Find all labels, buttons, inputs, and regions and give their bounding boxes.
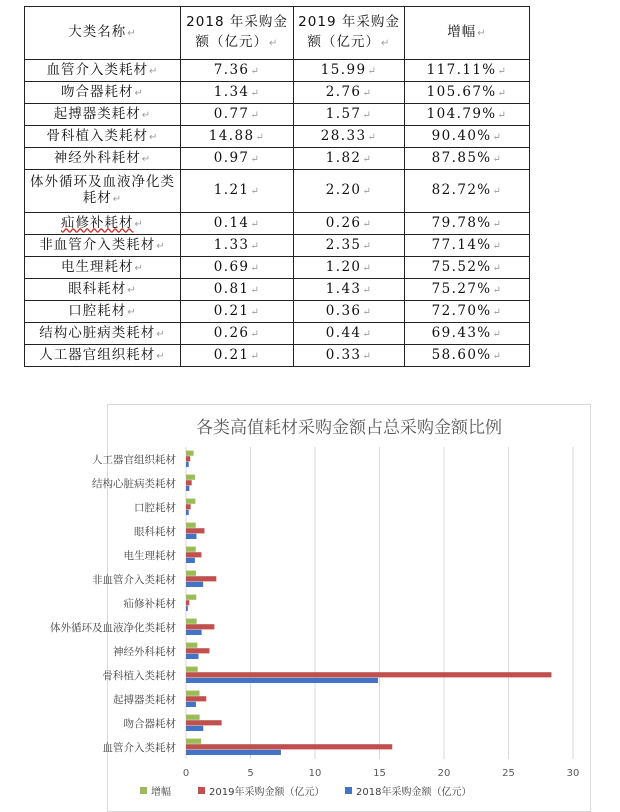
cell-amount-2019: 1.82↵ [294, 148, 405, 170]
category-label: 非血管介入类耗材 [92, 574, 176, 586]
table-row [25, 60, 530, 82]
cell-growth: 77.14%↵ [405, 235, 530, 257]
cell-category: 体外循环及血液净化类耗材↵ [25, 170, 181, 213]
bar-series-1 [186, 480, 192, 485]
cell-growth: 90.40%↵ [405, 126, 530, 148]
cell-growth: 58.60%↵ [405, 345, 530, 367]
cell-growth: 72.70%↵ [405, 301, 530, 323]
table-row [25, 323, 530, 345]
cell-amount-2018: 0.14↵ [181, 213, 294, 235]
chart-frame [50, 404, 591, 812]
category-label: 起搏器类耗材 [113, 694, 176, 706]
bar-series-2 [186, 547, 196, 552]
bar-series-1 [186, 744, 392, 749]
table-row [25, 345, 530, 367]
category-label: 神经外科耗材 [113, 646, 176, 658]
header-category: 大类名称↵ [25, 7, 181, 60]
table-row [25, 104, 530, 126]
cell-amount-2018: 14.88↵ [181, 126, 294, 148]
cell-growth: 75.27%↵ [405, 279, 530, 301]
x-tick-label: 10 [308, 768, 322, 779]
cell-category: 人工器官组织耗材↵ [25, 345, 181, 367]
cell-amount-2019: 1.57↵ [294, 104, 405, 126]
cell-amount-2019: 0.33↵ [294, 345, 405, 367]
bar-series-0 [186, 750, 281, 755]
bar-series-1 [186, 624, 214, 629]
cell-amount-2019: 28.33↵ [294, 126, 405, 148]
table-row [25, 82, 530, 104]
bar-series-0 [186, 486, 189, 491]
table-row [25, 148, 530, 170]
cell-growth: 87.85%↵ [405, 148, 530, 170]
category-label: 骨科植入类耗材 [102, 670, 176, 682]
cell-amount-2019: 1.20↵ [294, 257, 405, 279]
cell-amount-2018: 1.21↵ [181, 170, 294, 213]
bar-series-1 [186, 648, 209, 653]
bar-series-2 [186, 523, 196, 528]
table-row [25, 279, 530, 301]
procurement-table [24, 6, 530, 367]
legend-swatch [198, 787, 205, 794]
table-row [25, 257, 530, 279]
bar-series-1 [186, 552, 201, 557]
x-tick-label: 5 [247, 768, 254, 779]
cell-category: 起搏器类耗材↵ [25, 104, 181, 126]
legend-label: 增幅 [151, 787, 171, 798]
legend-label: 2018年采购金额（亿元） [356, 787, 472, 798]
cell-amount-2019: 15.99↵ [294, 60, 405, 82]
bar-series-0 [186, 510, 189, 515]
x-tick-label: 30 [566, 768, 580, 779]
cell-growth: 105.67%↵ [405, 82, 530, 104]
bar-series-1 [186, 672, 551, 677]
bar-series-2 [186, 595, 196, 600]
cell-amount-2019: 2.35↵ [294, 235, 405, 257]
bar-series-2 [186, 475, 195, 480]
cell-amount-2018: 0.21↵ [181, 301, 294, 323]
cell-category: 骨科植入类耗材↵ [25, 126, 181, 148]
table-row [25, 213, 530, 235]
cell-growth: 104.79%↵ [405, 104, 530, 126]
category-label: 眼科耗材 [134, 526, 176, 538]
cell-amount-2019: 1.43↵ [294, 279, 405, 301]
category-label: 吻合器耗材 [123, 718, 176, 730]
cell-category: 眼科耗材↵ [25, 279, 181, 301]
cell-amount-2018: 0.69↵ [181, 257, 294, 279]
cell-category: 结构心脏病类耗材↵ [25, 323, 181, 345]
bar-series-1 [186, 720, 222, 725]
cell-amount-2018: 7.36↵ [181, 60, 294, 82]
bar-series-0 [186, 726, 203, 731]
bar-series-0 [186, 606, 188, 611]
bar-series-1 [186, 576, 216, 581]
category-label: 疝修补耗材 [123, 598, 176, 610]
bar-series-2 [186, 499, 195, 504]
cell-category: 电生理耗材↵ [25, 257, 181, 279]
cell-amount-2018: 0.26↵ [181, 323, 294, 345]
cell-category: 疝修补耗材↵ [25, 213, 181, 235]
cell-amount-2019: 2.20↵ [294, 170, 405, 213]
cell-amount-2018: 1.33↵ [181, 235, 294, 257]
cell-amount-2018: 0.21↵ [181, 345, 294, 367]
legend-label: 2019年采购金额（亿元） [209, 787, 325, 798]
header-growth: 增幅↵ [405, 7, 530, 60]
chart-title: 各类高值耗材采购金额占总采购金额比例 [196, 418, 502, 438]
bar-series-1 [186, 528, 204, 533]
x-tick-label: 15 [373, 768, 386, 779]
bar-series-0 [186, 534, 196, 539]
cell-growth: 79.78%↵ [405, 213, 530, 235]
bar-series-1 [186, 456, 190, 461]
category-label: 血管介入类耗材 [102, 742, 176, 754]
cell-growth: 69.43%↵ [405, 323, 530, 345]
category-label: 口腔耗材 [134, 502, 176, 514]
x-tick-label: 25 [502, 768, 515, 779]
bar-series-0 [186, 678, 378, 683]
cell-growth: 117.11%↵ [405, 60, 530, 82]
bar-chart [50, 405, 590, 811]
category-label: 结构心脏病类耗材 [92, 478, 176, 490]
bar-series-2 [186, 619, 197, 624]
cell-amount-2019: 0.26↵ [294, 213, 405, 235]
table-header-row [25, 7, 530, 60]
cell-category: 神经外科耗材↵ [25, 148, 181, 170]
x-tick-label: 20 [437, 768, 451, 779]
bar-series-0 [186, 558, 195, 563]
bar-series-2 [186, 691, 200, 696]
cell-amount-2018: 0.77↵ [181, 104, 294, 126]
bar-series-1 [186, 696, 206, 701]
bar-series-2 [186, 739, 201, 744]
bar-series-1 [186, 600, 189, 605]
bar-series-0 [186, 462, 189, 467]
table-row [25, 301, 530, 323]
bar-series-1 [186, 504, 191, 509]
bar-series-0 [186, 630, 202, 635]
cell-growth: 82.72%↵ [405, 170, 530, 213]
legend-swatch [345, 787, 352, 794]
bar-series-0 [186, 582, 203, 587]
header-2019-amount: 2019 年采购金额（亿元）↵ [294, 7, 405, 60]
cell-amount-2018: 0.81↵ [181, 279, 294, 301]
bar-series-2 [186, 643, 197, 648]
header-2018-amount: 2018 年采购金额（亿元）↵ [181, 7, 294, 60]
legend-swatch [140, 787, 147, 794]
category-label: 人工器官组织耗材 [92, 454, 176, 466]
bar-series-2 [186, 715, 200, 720]
bar-series-0 [186, 702, 196, 707]
cell-category: 吻合器耗材↵ [25, 82, 181, 104]
category-label: 体外循环及血液净化类耗材 [50, 622, 176, 634]
bar-series-2 [186, 451, 194, 456]
table-row [25, 126, 530, 148]
cell-amount-2019: 0.36↵ [294, 301, 405, 323]
cell-category: 口腔耗材↵ [25, 301, 181, 323]
cell-category: 非血管介入类耗材↵ [25, 235, 181, 257]
cell-amount-2019: 2.76↵ [294, 82, 405, 104]
x-tick-label: 0 [182, 768, 190, 779]
cell-amount-2019: 0.44↵ [294, 323, 405, 345]
bar-series-2 [186, 571, 196, 576]
bar-series-0 [186, 654, 199, 659]
cell-category: 血管介入类耗材↵ [25, 60, 181, 82]
bar-series-2 [186, 667, 198, 672]
cell-amount-2018: 1.34↵ [181, 82, 294, 104]
cell-growth: 75.52%↵ [405, 257, 530, 279]
cell-amount-2018: 0.97↵ [181, 148, 294, 170]
table-row [25, 235, 530, 257]
category-label: 电生理耗材 [123, 550, 176, 562]
table-row [25, 170, 530, 213]
